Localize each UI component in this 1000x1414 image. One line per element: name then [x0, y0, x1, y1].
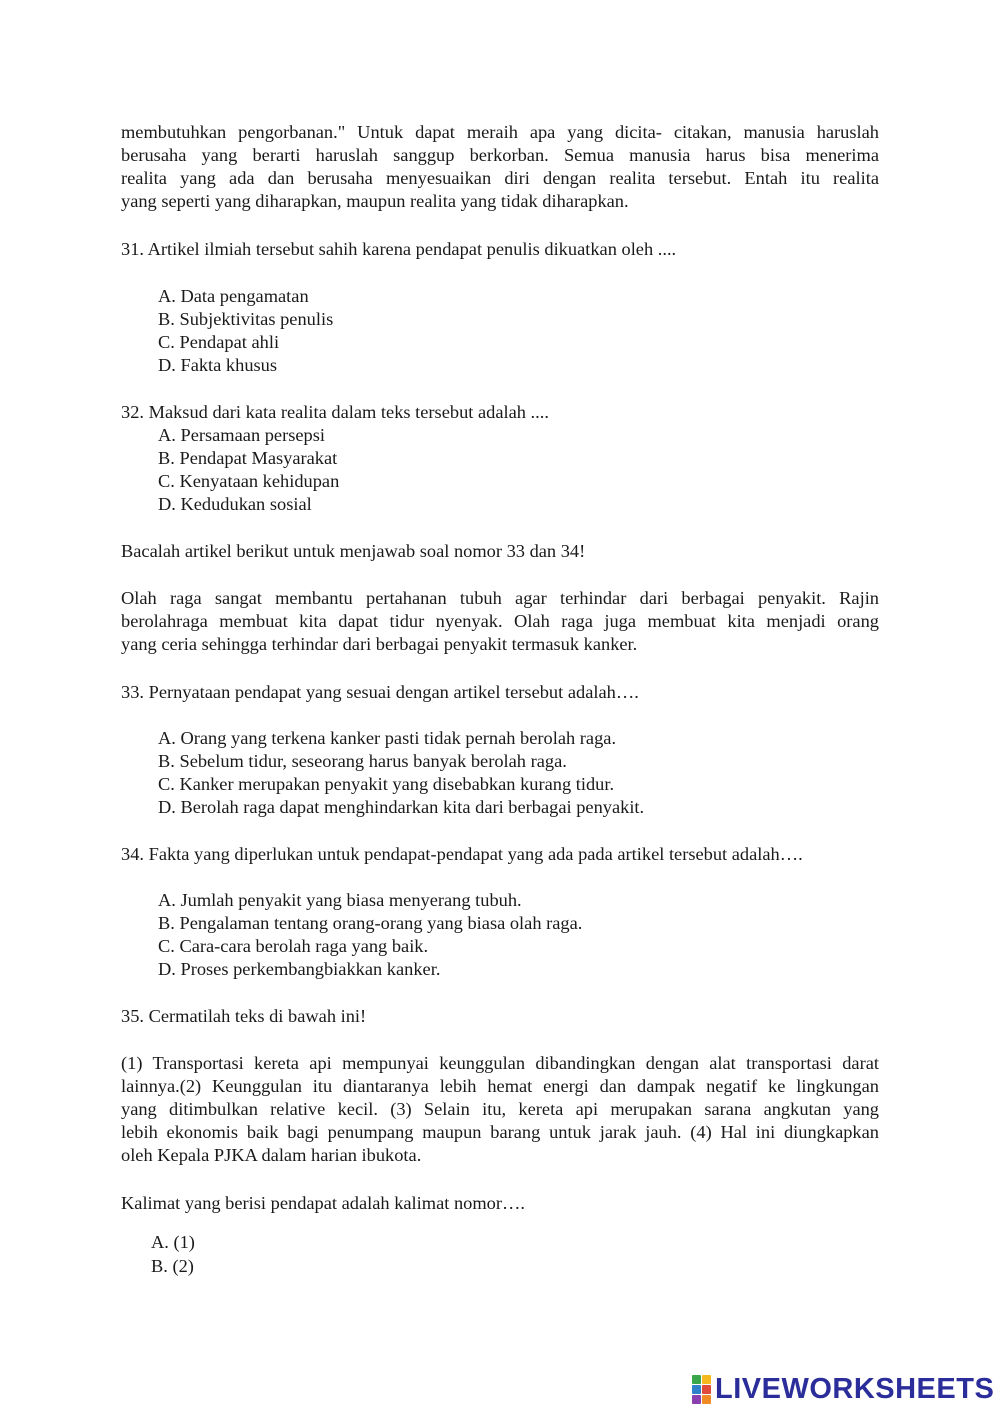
liveworksheets-logo	[692, 1372, 994, 1406]
article-line: Olah raga sangat membantu pertahanan tubuh agar terhindar dari berbagai penyakit. Rajin	[121, 588, 879, 608]
q31-option-a[interactable]: A. Data pengamatan	[158, 286, 309, 306]
intro-paragraph	[121, 121, 879, 213]
q32-option-a[interactable]: A. Persamaan persepsi	[158, 425, 325, 445]
intro-line: berusaha yang berarti haruslah sanggup berkorban. Semua manusia harus bisa menerima	[121, 145, 879, 165]
question-35-text: 35. Cermatilah teks di bawah ini!	[121, 1006, 367, 1026]
logo-text: LIVEWORKSHEETS	[715, 1373, 995, 1405]
q32-option-b[interactable]: B. Pendapat Masyarakat	[158, 448, 338, 468]
logo-square	[692, 1385, 701, 1394]
logo-square	[702, 1385, 711, 1394]
logo-square	[692, 1395, 701, 1404]
intro-line: realita yang ada dan berusaha menyesuaikan diri dengan realita tersebut. Entah itu realita	[121, 168, 879, 188]
question-31-text: 31. Artikel ilmiah tersebut sahih karena pendapat penulis dikuatkan oleh ....	[121, 239, 677, 259]
article-line: yang ceria sehingga terhindar dari berbagai penyakit termasuk kanker.	[121, 634, 638, 654]
q34-option-a[interactable]: A. Jumlah penyakit yang biasa menyerang tubuh.	[158, 890, 522, 910]
q35-option-b[interactable]: B. (2)	[151, 1256, 194, 1276]
question-34-text: 34. Fakta yang diperlukan untuk pendapat-pendapat yang ada pada artikel tersebut adalah….	[121, 844, 803, 864]
article-paragraph	[121, 587, 879, 656]
q33-option-b[interactable]: B. Sebelum tidur, seseorang harus banyak berolah raga.	[158, 751, 567, 771]
logo-square	[702, 1375, 711, 1384]
q35-passage	[121, 1052, 879, 1167]
reading-instruction: Bacalah artikel berikut untuk menjawab soal nomor 33 dan 34!	[121, 541, 586, 561]
q32-option-d[interactable]: D. Kedudukan sosial	[158, 494, 312, 514]
q34-option-c[interactable]: C. Cara-cara berolah raga yang baik.	[158, 936, 429, 956]
passage-line: lainnya.(2) Keunggulan itu diantaranya lebih hemat energi dan dampak negatif ke lingkungan	[121, 1076, 879, 1096]
intro-line: yang seperti yang diharapkan, maupun realita yang tidak diharapkan.	[121, 191, 629, 211]
q33-option-a[interactable]: A. Orang yang terkena kanker pasti tidak pernah berolah raga.	[158, 728, 617, 748]
passage-line: oleh Kepala PJKA dalam harian ibukota.	[121, 1145, 422, 1165]
logo-grid-icon	[692, 1375, 711, 1404]
q35-prompt: Kalimat yang berisi pendapat adalah kalimat nomor….	[121, 1193, 525, 1213]
passage-line: (1) Transportasi kereta api mempunyai keunggulan dibandingkan dengan alat transportasi darat	[121, 1053, 879, 1073]
logo-square	[702, 1395, 711, 1404]
q31-option-d[interactable]: D. Fakta khusus	[158, 355, 278, 375]
q34-option-d[interactable]: D. Proses perkembangbiakkan kanker.	[158, 959, 441, 979]
q34-option-b[interactable]: B. Pengalaman tentang orang-orang yang biasa olah raga.	[158, 913, 583, 933]
question-33-text: 33. Pernyataan pendapat yang sesuai dengan artikel tersebut adalah….	[121, 682, 639, 702]
article-line: berolahraga membuat kita dapat tidur nyenyak. Olah raga juga membuat kita menjadi orang	[121, 611, 879, 631]
q33-option-c[interactable]: C. Kanker merupakan penyakit yang disebabkan kurang tidur.	[158, 774, 615, 794]
q35-option-a[interactable]: A. (1)	[151, 1232, 195, 1252]
q31-option-c[interactable]: C. Pendapat ahli	[158, 332, 280, 352]
logo-square	[692, 1375, 701, 1384]
intro-line: membutuhkan pengorbanan." Untuk dapat meraih apa yang dicita- citakan, manusia haruslah	[121, 122, 879, 142]
q33-option-d[interactable]: D. Berolah raga dapat menghindarkan kita dari berbagai penyakit.	[158, 797, 645, 817]
question-32-text: 32. Maksud dari kata realita dalam teks tersebut adalah ....	[121, 402, 549, 422]
q32-option-c[interactable]: C. Kenyataan kehidupan	[158, 471, 340, 491]
passage-line: yang ditimbulkan relative kecil. (3) Selain itu, kereta api merupakan sarana angkutan yang	[121, 1099, 879, 1119]
q31-option-b[interactable]: B. Subjektivitas penulis	[158, 309, 334, 329]
passage-line: lebih ekonomis baik bagi penumpang maupun barang untuk jarak jauh. (4) Hal ini diungkapkan	[121, 1122, 879, 1142]
